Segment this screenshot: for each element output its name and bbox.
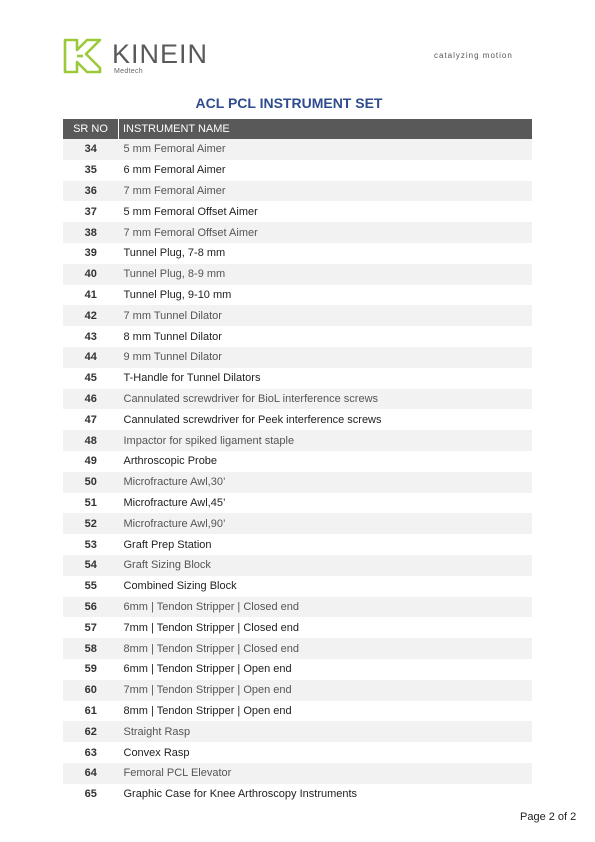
sr-no-cell: 51 bbox=[84, 496, 97, 509]
instrument-name-cell: Convex Rasp bbox=[123, 746, 190, 759]
table-row bbox=[63, 285, 532, 306]
instrument-name-cell: 5 mm Femoral Offset Aimer bbox=[123, 205, 258, 218]
sr-no-cell: 58 bbox=[63, 638, 119, 659]
sr-no-cell: 54 bbox=[63, 555, 119, 576]
table-row bbox=[63, 305, 532, 326]
sr-no-cell: 64 bbox=[63, 763, 119, 784]
table-row bbox=[63, 139, 532, 160]
instrument-name-cell: T-Handle for Tunnel Dilators bbox=[123, 372, 261, 385]
kinein-logo-icon bbox=[62, 37, 104, 75]
instrument-name-cell: 8mm | Tendon Stripper | Closed end bbox=[119, 638, 533, 659]
sr-no-cell: 46 bbox=[63, 389, 119, 410]
sr-no-cell: 41 bbox=[84, 288, 97, 301]
sr-no-cell: 50 bbox=[63, 472, 119, 493]
sr-no-cell: 37 bbox=[84, 205, 97, 218]
table-row bbox=[63, 160, 532, 181]
instrument-name-cell: Microfracture Awl,30’ bbox=[119, 472, 533, 493]
sr-no-cell: 52 bbox=[63, 513, 119, 534]
sr-no-cell: 34 bbox=[63, 139, 119, 160]
page-number: Page 2 of 2 bbox=[520, 811, 577, 823]
table-row bbox=[63, 576, 532, 597]
instrument-name-cell: Graphic Case for Knee Arthroscopy Instruments bbox=[123, 788, 358, 801]
table-row bbox=[63, 534, 532, 555]
instrument-name-cell: Femoral PCL Elevator bbox=[119, 763, 533, 784]
sr-no-cell: 35 bbox=[84, 164, 97, 177]
instrument-name-cell: 7 mm Femoral Offset Aimer bbox=[119, 222, 533, 243]
sr-no-cell: 63 bbox=[84, 746, 97, 759]
table-row bbox=[63, 617, 532, 638]
instrument-name-cell: 5 mm Femoral Aimer bbox=[119, 139, 533, 160]
instrument-name-cell: 7mm | Tendon Stripper | Closed end bbox=[123, 621, 299, 634]
instrument-name-cell: 8 mm Tunnel Dilator bbox=[123, 330, 222, 343]
table-row bbox=[63, 638, 532, 659]
table-row bbox=[63, 451, 532, 472]
instrument-name-cell: Tunnel Plug, 7-8 mm bbox=[123, 247, 226, 260]
instrument-name-cell: Combined Sizing Block bbox=[123, 580, 237, 593]
table-row bbox=[63, 659, 532, 680]
instrument-name-cell: Cannulated screwdriver for BioL interference screws bbox=[119, 389, 533, 410]
table-row bbox=[63, 701, 532, 722]
table-body bbox=[63, 139, 532, 805]
sr-no-cell: 44 bbox=[63, 347, 119, 368]
table-row bbox=[63, 513, 532, 534]
instrument-name-cell: Straight Rasp bbox=[119, 721, 533, 742]
table-row bbox=[63, 347, 532, 368]
sr-no-cell: 39 bbox=[84, 247, 97, 260]
table-row bbox=[63, 555, 532, 576]
sr-no-cell: 56 bbox=[63, 597, 119, 618]
logo-wordmark: KINEIN bbox=[112, 39, 209, 69]
table-row bbox=[63, 201, 532, 222]
instrument-name-cell: Arthroscopic Probe bbox=[123, 455, 218, 468]
column-header-sr-no: SR NO bbox=[63, 119, 119, 139]
table-row bbox=[63, 721, 532, 742]
sr-no-cell: 61 bbox=[84, 704, 97, 717]
table-row bbox=[63, 326, 532, 347]
table-row bbox=[63, 472, 532, 493]
instrument-name-cell: Tunnel Plug, 9-10 mm bbox=[123, 288, 232, 301]
instrument-name-cell: 6mm | Tendon Stripper | Closed end bbox=[119, 597, 533, 618]
column-header-instrument-name: INSTRUMENT NAME bbox=[119, 119, 533, 139]
table-row bbox=[63, 243, 532, 264]
instrument-name-cell: Microfracture Awl,90’ bbox=[119, 513, 533, 534]
table-row bbox=[63, 368, 532, 389]
sr-no-cell: 42 bbox=[63, 305, 119, 326]
instrument-name-cell: Graft Prep Station bbox=[123, 538, 212, 551]
sr-no-cell: 38 bbox=[63, 222, 119, 243]
sr-no-cell: 59 bbox=[84, 663, 97, 676]
instrument-name-cell: 6 mm Femoral Aimer bbox=[123, 164, 226, 177]
tagline: catalyzing motion bbox=[434, 51, 513, 60]
table-row bbox=[63, 264, 532, 285]
sr-no-cell: 49 bbox=[84, 455, 97, 468]
table-row bbox=[63, 784, 532, 805]
table-row bbox=[63, 742, 532, 763]
instrument-name-cell: 7mm | Tendon Stripper | Open end bbox=[119, 680, 533, 701]
table-row bbox=[63, 409, 532, 430]
instrument-name-cell: 7 mm Femoral Aimer bbox=[119, 181, 533, 202]
sr-no-cell: 65 bbox=[84, 788, 97, 801]
sr-no-cell: 62 bbox=[63, 721, 119, 742]
company-logo bbox=[62, 37, 222, 79]
table-row bbox=[63, 763, 532, 784]
table-row bbox=[63, 597, 532, 618]
table-row bbox=[63, 181, 532, 202]
sr-no-cell: 53 bbox=[84, 538, 97, 551]
instrument-name-cell: 6mm | Tendon Stripper | Open end bbox=[123, 663, 292, 676]
table-row bbox=[63, 222, 532, 243]
sr-no-cell: 36 bbox=[63, 181, 119, 202]
instrument-name-cell: Impactor for spiked ligament staple bbox=[119, 430, 533, 451]
table-row bbox=[63, 430, 532, 451]
sr-no-cell: 40 bbox=[63, 264, 119, 285]
instrument-name-cell: 9 mm Tunnel Dilator bbox=[119, 347, 533, 368]
sr-no-cell: 45 bbox=[84, 372, 97, 385]
table-header-row bbox=[63, 119, 532, 139]
sr-no-cell: 43 bbox=[84, 330, 97, 343]
table-row bbox=[63, 493, 532, 514]
sr-no-cell: 48 bbox=[63, 430, 119, 451]
instrument-name-cell: 7 mm Tunnel Dilator bbox=[119, 305, 533, 326]
sr-no-cell: 60 bbox=[63, 680, 119, 701]
instrument-name-cell: 8mm | Tendon Stripper | Open end bbox=[123, 704, 292, 717]
sr-no-cell: 47 bbox=[84, 413, 97, 426]
document-title: ACL PCL INSTRUMENT SET bbox=[195, 95, 383, 111]
instrument-table bbox=[63, 119, 532, 805]
table-row bbox=[63, 389, 532, 410]
instrument-name-cell: Tunnel Plug, 8-9 mm bbox=[119, 264, 533, 285]
instrument-name-cell: Graft Sizing Block bbox=[119, 555, 533, 576]
instrument-name-cell: Microfracture Awl,45’ bbox=[123, 496, 226, 509]
sr-no-cell: 55 bbox=[84, 580, 97, 593]
instrument-name-cell: Cannulated screwdriver for Peek interference screws bbox=[123, 413, 382, 426]
table-row bbox=[63, 680, 532, 701]
sr-no-cell: 57 bbox=[84, 621, 97, 634]
logo-subtitle: Medtech bbox=[114, 68, 143, 75]
